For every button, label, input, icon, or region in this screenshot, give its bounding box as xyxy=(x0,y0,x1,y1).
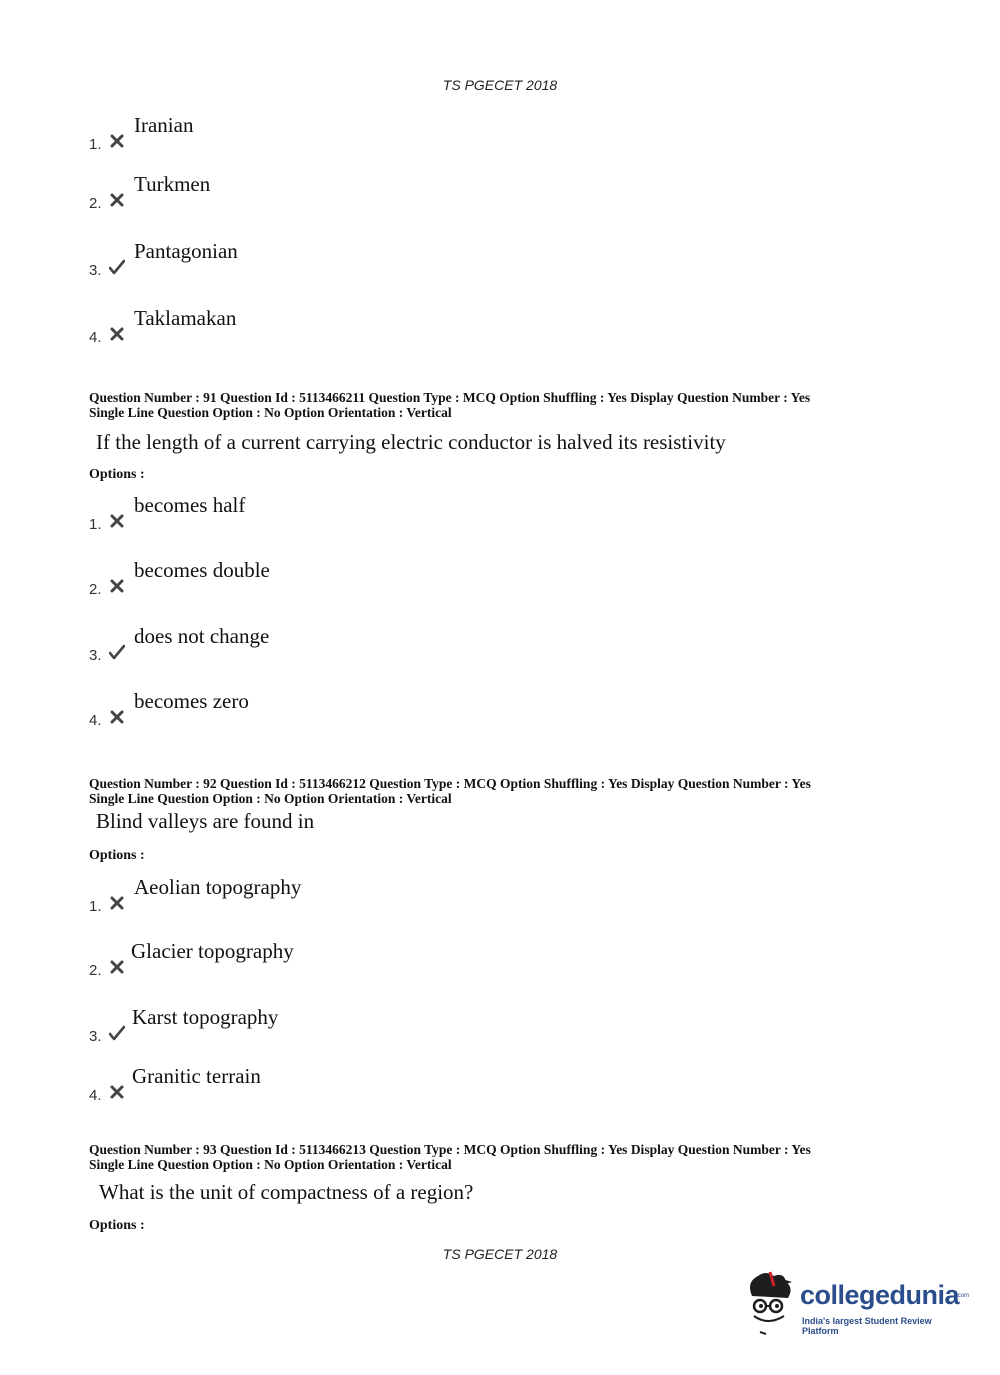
option-item[interactable] xyxy=(89,172,689,212)
question-text: If the length of a current carrying electric conductor is halved its resistivity xyxy=(96,430,726,454)
check-icon xyxy=(109,1025,125,1041)
option-item[interactable] xyxy=(89,558,689,598)
question-text: What is the unit of compactness of a region? xyxy=(99,1180,474,1204)
logo-wordmark: collegedunia xyxy=(800,1280,960,1310)
question-meta-line2: Single Line Question Option : No Option Orientation : Vertical xyxy=(89,791,452,806)
option-number: 1. xyxy=(89,516,102,533)
option-number: 1. xyxy=(89,136,102,153)
cross-icon xyxy=(109,192,125,208)
cross-icon xyxy=(109,895,125,911)
option-number: 2. xyxy=(89,195,102,212)
check-icon xyxy=(109,644,125,660)
option-item[interactable] xyxy=(89,939,689,979)
option-text: becomes zero xyxy=(134,689,249,713)
option-number: 4. xyxy=(89,1087,102,1104)
cross-icon xyxy=(109,1084,125,1100)
option-item[interactable] xyxy=(89,1064,689,1104)
question-text: Blind valleys are found in xyxy=(96,809,315,833)
option-item[interactable] xyxy=(89,875,689,915)
options-label: Options : xyxy=(89,848,145,863)
question-meta-line2: Single Line Question Option : No Option Orientation : Vertical xyxy=(89,405,452,420)
question-meta xyxy=(89,1142,909,1172)
cross-icon xyxy=(109,709,125,725)
option-number: 3. xyxy=(89,1028,102,1045)
question-meta-line2: Single Line Question Option : No Option Orientation : Vertical xyxy=(89,1157,452,1172)
question-meta-line1: Question Number : 93 Question Id : 5113466213 Question Type : MCQ Option Shuffling : Yes Display Question Number : Yes xyxy=(89,1142,811,1157)
option-item[interactable] xyxy=(89,1005,689,1045)
option-item[interactable] xyxy=(89,239,689,279)
cross-icon xyxy=(109,326,125,342)
option-item[interactable] xyxy=(89,113,689,153)
option-number: 2. xyxy=(89,581,102,598)
logo-tagline: India's largest Student Review Platform xyxy=(802,1316,932,1336)
option-number: 4. xyxy=(89,329,102,346)
option-text: Karst topography xyxy=(132,1005,279,1029)
option-number: 3. xyxy=(89,647,102,664)
option-number: 2. xyxy=(89,962,102,979)
cross-icon xyxy=(109,133,125,149)
option-item[interactable] xyxy=(89,689,689,729)
option-text: Iranian xyxy=(134,113,194,137)
option-text: Aeolian topography xyxy=(134,875,302,899)
option-item[interactable] xyxy=(89,306,689,346)
question-meta xyxy=(89,776,909,806)
cross-icon xyxy=(109,959,125,975)
question-meta-line1: Question Number : 91 Question Id : 5113466211 Question Type : MCQ Option Shuffling : Yes Display Question Number : Yes xyxy=(89,390,811,405)
option-item[interactable] xyxy=(89,624,689,664)
cross-icon xyxy=(109,578,125,594)
page-header: TS PGECET 2018 xyxy=(442,77,558,93)
question-meta-line1: Question Number : 92 Question Id : 5113466212 Question Type : MCQ Option Shuffling : Yes Display Question Number : Yes xyxy=(89,776,811,791)
options-label: Options : xyxy=(89,1218,145,1233)
option-number: 4. xyxy=(89,712,102,729)
logo-domain: .com xyxy=(956,1293,970,1299)
option-text: Glacier topography xyxy=(131,939,294,963)
option-item[interactable] xyxy=(89,493,689,533)
option-text: does not change xyxy=(134,624,270,648)
mascot-icon xyxy=(740,1268,800,1338)
option-text: becomes double xyxy=(134,558,270,582)
option-text: Taklamakan xyxy=(134,306,237,330)
option-number: 1. xyxy=(89,898,102,915)
option-text: Turkmen xyxy=(134,172,211,196)
check-icon xyxy=(109,259,125,275)
option-text: Granitic terrain xyxy=(132,1064,261,1088)
option-number: 3. xyxy=(89,262,102,279)
option-text: becomes half xyxy=(134,493,246,517)
option-text: Pantagonian xyxy=(134,239,238,263)
collegedunia-logo[interactable] xyxy=(740,1268,970,1338)
options-label: Options : xyxy=(89,467,145,482)
page-footer: TS PGECET 2018 xyxy=(442,1246,558,1262)
question-meta xyxy=(89,390,909,420)
cross-icon xyxy=(109,513,125,529)
